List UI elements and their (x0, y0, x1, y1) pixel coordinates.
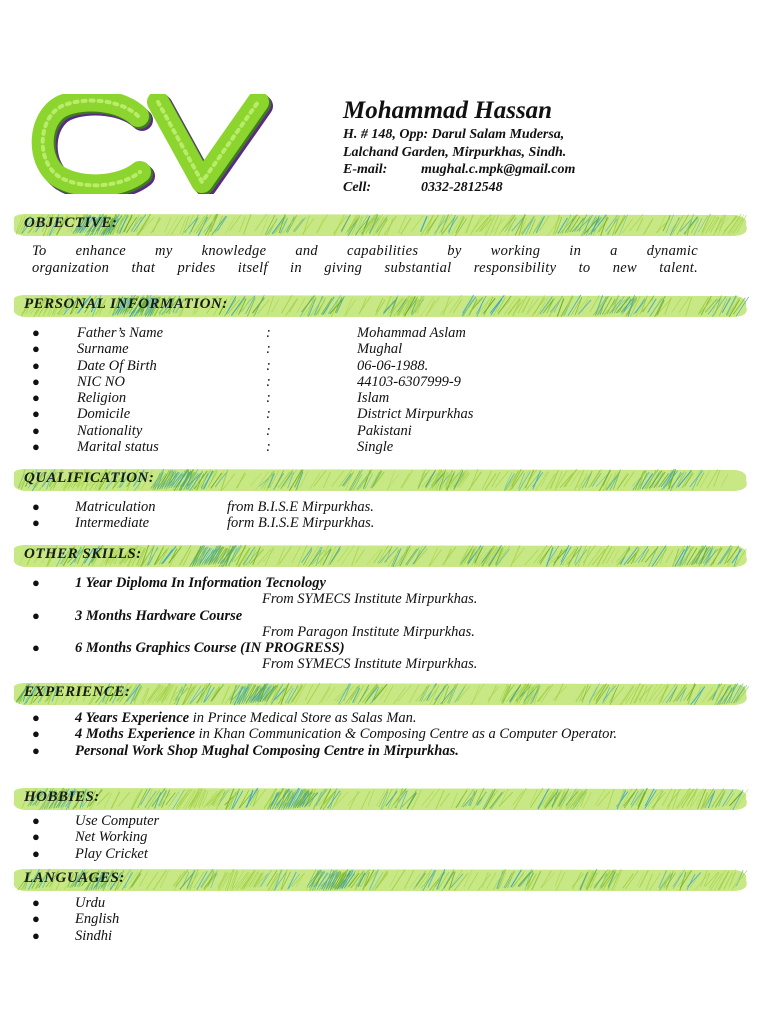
personal-info-list (32, 325, 552, 455)
skills-list (32, 575, 632, 673)
list-item: ● Domicile : District Mirpurkhas (32, 406, 474, 423)
list-item: ● Matriculation from B.I.S.E Mirpurkhas. (32, 499, 374, 515)
cv-logo (30, 94, 275, 194)
list-item: ● 4 Moths Experience in Khan Communication & Composing Centre as a Computer Operator. (32, 726, 618, 743)
list-item: ● 4 Years Experience in Prince Medical Store as Salas Man. (32, 710, 417, 726)
languages-list (32, 895, 332, 944)
list-item: ● Religion : Islam (32, 390, 390, 407)
address-line-2: Lalchand Garden, Mirpurkhas, Sindh. (343, 144, 567, 160)
experience-title: EXPERIENCE: (24, 684, 131, 700)
list-item: ● Use Computer (32, 813, 160, 829)
skill-source: From SYMECS Institute Mirpurkhas. (262, 591, 478, 608)
list-item: ● Net Working (32, 829, 148, 846)
personal-info-title: PERSONAL INFORMATION: (24, 296, 228, 312)
list-item: ● Father’s Name : Mohammad Aslam (32, 325, 466, 341)
personal-info-heading-band (10, 293, 750, 319)
objective-text: To enhance my knowledge and capabilities by working in a dynamic organization that prides itself in giving substantial responsibility to new talent. (32, 243, 698, 276)
hobbies-list (32, 813, 332, 862)
languages-title: LANGUAGES: (24, 870, 125, 886)
qualification-list (32, 499, 532, 532)
list-item: ● Personal Work Shop Mughal Composing Centre in Mirpurkhas. (32, 742, 459, 759)
hobbies-heading-band (10, 786, 750, 812)
list-item: ● English (32, 911, 120, 928)
list-item: ● Date Of Birth : 06-06-1988. (32, 357, 429, 374)
cell-line: Cell: 0332-2812548 (343, 179, 503, 195)
skills-title: OTHER SKILLS: (24, 546, 142, 562)
address-line-1: H. # 148, Opp: Darul Salam Mudersa, (343, 127, 565, 142)
list-item: ● Sindhi (32, 927, 113, 944)
list-item: ● 3 Months Hardware Course (32, 607, 243, 624)
experience-heading-band (10, 681, 750, 707)
objective-title: OBJECTIVE: (24, 215, 118, 231)
experience-list (32, 710, 702, 759)
list-item: ● Marital status : Single (32, 439, 394, 456)
objective-heading-band (10, 212, 750, 238)
email-value[interactable]: mughal.c.mpk@gmail.com (421, 162, 576, 177)
email-line: E-mail: mughal.c.mpk@gmail.com (343, 162, 576, 177)
skill-source: From SYMECS Institute Mirpurkhas. (262, 656, 478, 673)
hobbies-title: HOBBIES: (24, 789, 100, 805)
list-item: ● Urdu (32, 895, 106, 911)
cell-value: 0332-2812548 (421, 179, 503, 195)
qualification-heading-band (10, 467, 750, 493)
list-item: ● NIC NO : 44103-6307999-9 (32, 373, 461, 390)
header-contact (343, 96, 575, 196)
list-item: ● Nationality : Pakistani (32, 422, 412, 439)
applicant-name: Mohammad Hassan (343, 97, 553, 124)
skill-source: From Paragon Institute Mirpurkhas. (262, 623, 475, 640)
languages-heading-band (10, 867, 750, 893)
qualification-title: QUALIFICATION: (24, 470, 155, 486)
skills-heading-band (10, 543, 750, 569)
list-item: ● Play Cricket (32, 845, 148, 862)
list-item: ● Surname : Mughal (32, 341, 403, 358)
list-item: ● 6 Months Graphics Course (IN PROGRESS) (32, 640, 345, 657)
list-item: ● Intermediate form B.I.S.E Mirpurkhas. (32, 515, 375, 532)
list-item: ● 1 Year Diploma In Information Tecnology (32, 575, 326, 591)
